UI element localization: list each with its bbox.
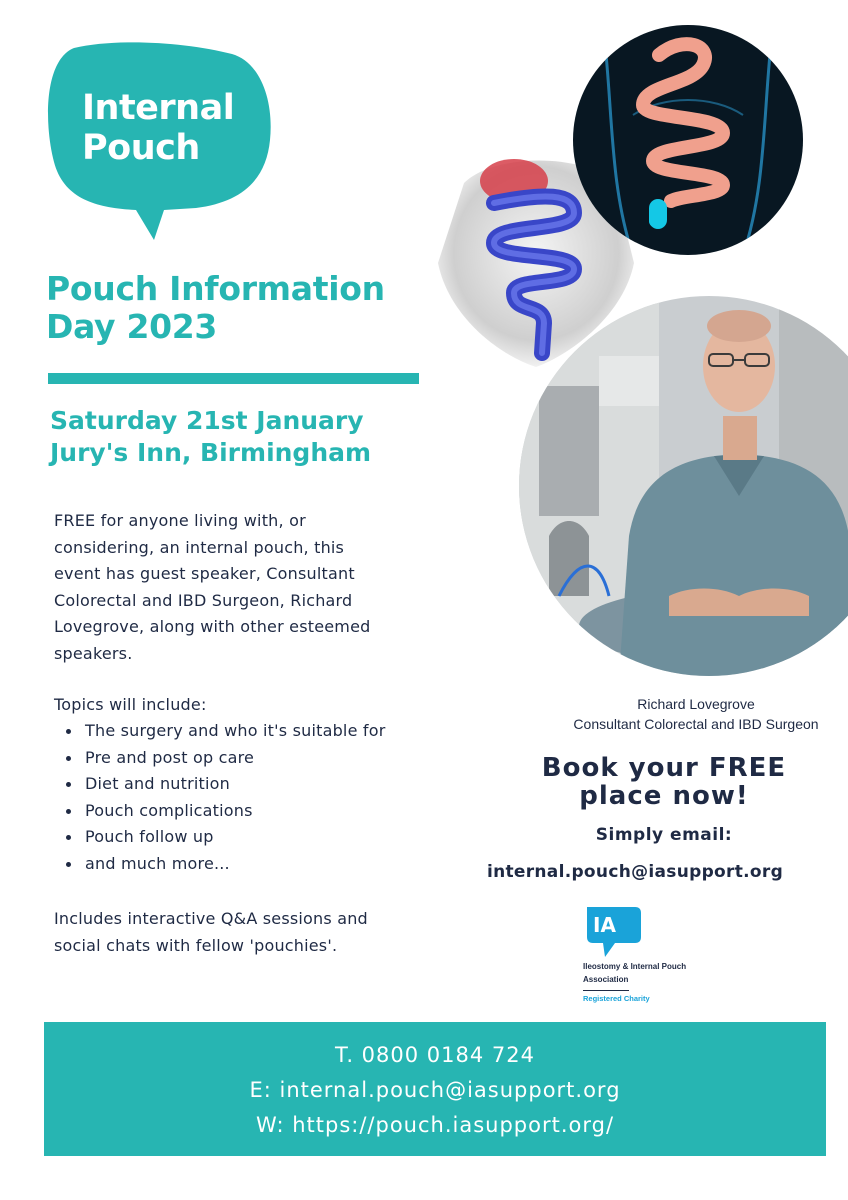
list-item: The surgery and who it's suitable for [66,718,386,745]
outro-line: Includes interactive Q&A sessions and [54,909,368,928]
topics-heading: Topics will include: [54,695,207,714]
booking-cta-line-1: Book your FREE [541,753,787,783]
event-venue: Jury's Inn, Birmingham [50,438,372,467]
logo-line-2: Pouch [82,128,200,168]
logo-text [82,88,234,168]
list-item: Pre and post op care [66,745,386,772]
footer-email[interactable]: E: internal.pouch@iasupport.org [249,1078,621,1102]
booking-email-link[interactable]: internal.pouch@iasupport.org [486,862,784,882]
ia-logo-line-1: Ileostomy & Internal Pouch [583,962,687,971]
event-title-line-1: Pouch Information [46,269,385,308]
intro-paragraph [54,508,434,667]
logo-line-1: Internal [82,88,235,128]
list-item: and much more... [66,851,386,878]
event-title-line-2: Day 2023 [46,307,218,346]
event-title [46,270,446,346]
booking-cta [484,754,844,810]
outro-paragraph [54,906,434,959]
outro-line: social chats with fellow 'pouchies'. [54,935,338,955]
email-label: Simply email: [595,825,733,845]
xray-intestine-image [573,25,803,255]
ia-logo-line-3: Registered Charity [583,994,650,1003]
event-date-venue [50,405,371,469]
speaker-name: Richard Lovegrove [637,696,755,712]
intro-line: speakers. [54,643,133,663]
event-date: Saturday 21st January [50,406,364,435]
list-item: Diet and nutrition [66,771,386,798]
intro-line: FREE for anyone living with, or [54,511,306,530]
ia-logo-divider [583,990,629,991]
list-item: Pouch complications [66,798,386,825]
booking-cta-line-2: place now! [579,781,749,811]
title-divider [48,373,419,384]
topics-list [66,718,386,878]
speaker-role: Consultant Colorectal and IBD Surgeon [573,716,819,732]
footer-website[interactable]: W: https://pouch.iasupport.org/ [255,1113,615,1137]
intro-line: event has guest speaker, Consultant [54,564,355,583]
contact-footer [44,1022,826,1156]
footer-phone[interactable]: T. 0800 0184 724 [334,1043,535,1067]
ia-logo-mark-text: IA [593,913,616,937]
intro-line: considering, an internal pouch, this [54,537,345,557]
intro-line: Lovegrove, along with other esteemed [54,617,371,636]
intro-line: Colorectal and IBD Surgeon, Richard [54,590,353,610]
ia-logo-line-2: Association [583,975,629,984]
list-item: Pouch follow up [66,824,386,851]
